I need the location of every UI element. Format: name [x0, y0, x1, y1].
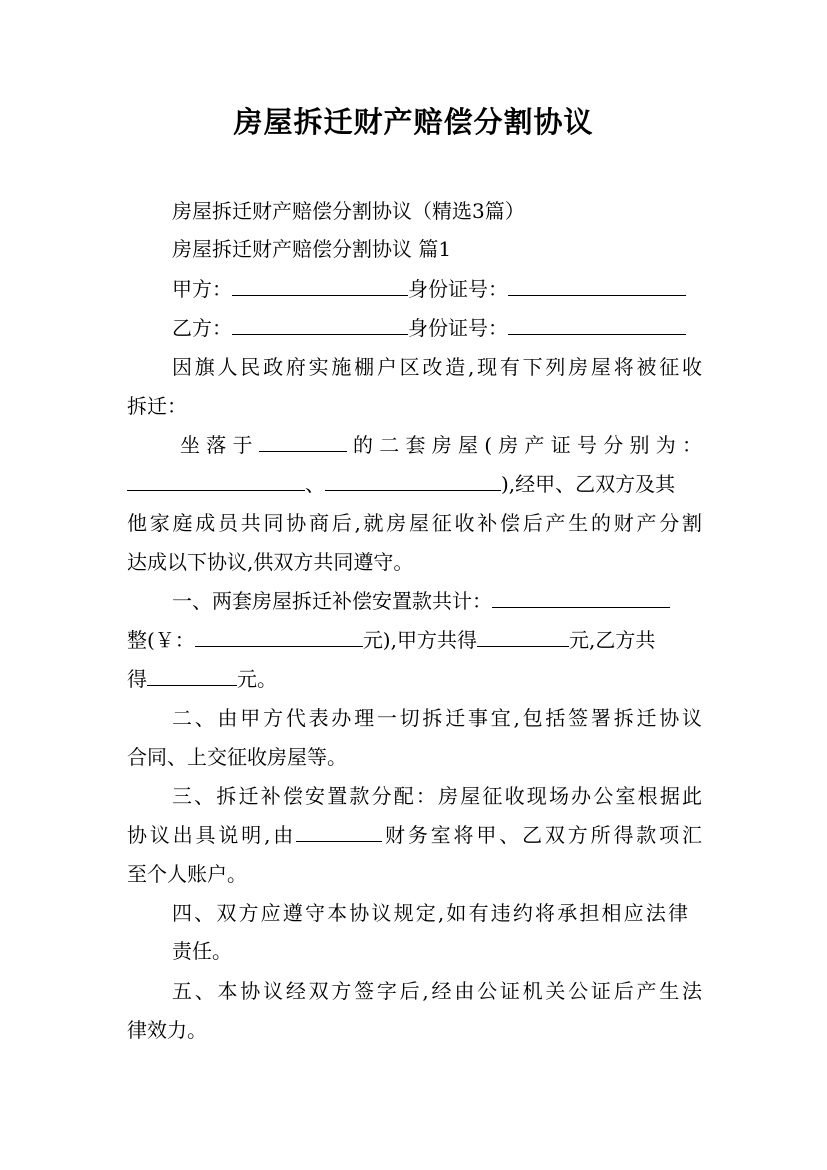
item2-line-2: 合同、上交征收房屋等。	[127, 745, 347, 769]
total-amount-blank	[492, 589, 670, 608]
item4-line-1: 四、双方应遵守本协议规定,如有违约将承担相应法律	[172, 901, 688, 925]
party-b-label: 乙方：	[172, 316, 232, 340]
party-a-id-label: 身份证号：	[408, 277, 508, 301]
item1-line-1	[172, 586, 670, 616]
finance-office-blank	[296, 823, 382, 842]
party-a-share-blank	[477, 628, 569, 647]
item1-prefix: 一、两套房屋拆迁补偿安置款共计：	[172, 589, 492, 613]
party-b-id-label: 身份证号：	[408, 316, 508, 340]
location-middle: 的二套房屋(房产证号分别为：	[346, 433, 703, 457]
location-sep: 、	[305, 472, 325, 496]
item2-line-1: 二、由甲方代表办理一切拆迁事宜,包括签署拆迁协议	[172, 706, 702, 730]
part-heading: 房屋拆迁财产赔偿分割协议 篇1	[172, 237, 452, 261]
item1-yuan: 元。	[237, 667, 277, 691]
item4-line-2: 责任。	[172, 939, 232, 963]
party-a-name-blank	[232, 277, 408, 296]
cert-number-blank-2	[325, 472, 501, 491]
intro-line-2: 拆迁：	[127, 394, 187, 418]
amount-figure-blank	[195, 628, 363, 647]
location-line-1	[180, 430, 702, 460]
item5-line-1: 五、本协议经双方签字后,经由公证机关公证后产生法	[172, 979, 702, 1003]
item1-party-b-share-label: 元,乙方共	[568, 628, 656, 652]
party-a-id-blank	[508, 277, 686, 296]
item1-gets-label: 得	[127, 667, 147, 691]
party-b-id-blank	[508, 316, 686, 335]
item1-line-3	[127, 664, 277, 694]
party-a-line	[172, 274, 686, 304]
item1-party-a-share-label: 元),甲方共得	[362, 628, 477, 652]
item3-line-3: 至个人账户。	[127, 862, 247, 886]
party-b-line	[172, 313, 686, 343]
party-a-label: 甲方：	[172, 277, 232, 301]
party-b-share-blank	[147, 667, 237, 686]
intro-line-1: 因旗人民政府实施棚户区改造,现有下列房屋将被征收	[172, 355, 702, 379]
item3-prefix: 协议出具说明,由	[127, 823, 297, 847]
subtitle: 房屋拆迁财产赔偿分割协议（精选3篇）	[172, 199, 525, 223]
party-b-name-blank	[232, 316, 408, 335]
item1-amount-label: 整(￥：	[127, 628, 195, 652]
item5-line-2: 律效力。	[127, 1018, 207, 1042]
location-line-2	[127, 469, 675, 499]
location-suffix: ),经甲、乙双方及其	[501, 472, 676, 496]
document-title: 房屋拆迁财产赔偿分割协议	[233, 105, 594, 139]
item3-line-1: 三、拆迁补偿安置款分配：房屋征收现场办公室根据此	[172, 784, 702, 808]
cert-number-blank-1	[127, 472, 305, 491]
location-line-4: 达成以下协议,供双方共同遵守。	[127, 550, 414, 574]
item3-suffix: 财务室将甲、乙双方所得款项汇	[382, 823, 703, 847]
location-line-3: 他家庭成员共同协商后,就房屋征收补偿后产生的财产分割	[127, 511, 702, 535]
item3-line-2	[127, 820, 702, 850]
item1-line-2	[127, 625, 655, 655]
location-blank	[259, 433, 347, 452]
location-prefix: 坐落于	[180, 433, 259, 457]
